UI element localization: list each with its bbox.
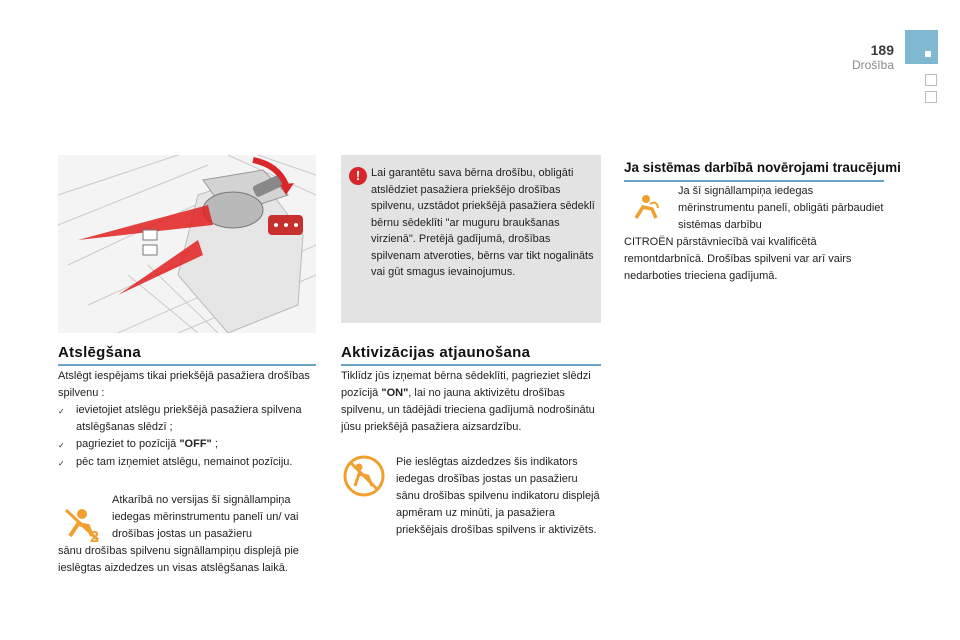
- heading-rule: [624, 180, 884, 182]
- chapter-tab-box: [925, 74, 937, 86]
- unlock-intro: Atslēgt iespējams tikai priekšējā pasažiera drošības spilvenu :: [58, 370, 310, 399]
- svg-text:2: 2: [90, 529, 99, 544]
- list-item: [58, 454, 316, 472]
- note-malfunction-cont: CITROËN pārstāvniecībā vai kvalificētā remontdarbnīcā. Drošības spilveni var arī vairs nedarboties trieciena gadījumā.: [624, 236, 852, 282]
- bullet-icon: ✓: [58, 407, 65, 416]
- dashboard-key-illustration: [58, 155, 316, 333]
- note-airbag-off-cont: sānu drošības spilvenu signāllampiņu displejā pie ieslēgtas aizdedzes un visas atslēgšanas laikā.: [58, 545, 299, 574]
- note-airbag-off: Atkarībā no versijas šī signāllampiņa iedegas mērinstrumentu panelī un/ vai drošības jostas un pasažieru: [112, 494, 299, 540]
- on-position: "ON": [381, 387, 409, 399]
- heading-reactivation: Aktivizācijas atjaunošana: [341, 344, 531, 361]
- bullet-icon: ✓: [58, 441, 65, 450]
- heading-rule: [58, 364, 316, 366]
- list-item: ✓ pagrieziet to pozīcijā "OFF" ;: [58, 436, 316, 454]
- airbag-on-icon: [342, 454, 386, 503]
- heading-rule: [341, 364, 601, 366]
- step-text: ievietojiet atslēgu priekšējā pasažiera spilvena atslēgšanas slēdzī ;: [76, 404, 302, 433]
- off-position: "OFF": [179, 438, 212, 450]
- airbag-fault-icon: [630, 192, 662, 229]
- chapter-tab-box: [925, 91, 937, 103]
- step-text: pagrieziet to pozīcijā: [76, 438, 177, 450]
- warning-box: [341, 155, 601, 323]
- bullet-icon: ✓: [58, 459, 65, 468]
- note-airbag-on: Pie ieslēgtas aizdedzes šis indikators iedegas drošības jostas un pasažieru sānu drošības spilvenu indikatoru displejā apmēram uz minūti, ja pasažiera priekšējais drošības spilvens ir aktivizēts.: [396, 456, 600, 536]
- chapter-tab: [905, 30, 938, 64]
- warning-text: Lai garantētu sava bērna drošību, obligāti atslēdziet pasažiera priekšējo drošības spilvenu, uzstādot priekšējā pasažiera sēdeklī bērnu sēdeklīti "ar muguru braukšanas virzienā". Pretējā gadījumā, drošības spilvenam atveroties, bērns var tikt nogalināts vai gūt smagus ievainojumus.: [371, 167, 595, 278]
- heading-malfunction: Ja sistēmas darbībā novērojami traucējumi: [624, 160, 901, 175]
- note-malfunction: Ja šī signāllampiņa iedegas mērinstrumentu panelī, obligāti pārbaudiet sistēmas darbību: [678, 185, 884, 231]
- step-text: pēc tam izņemiet atslēgu, nemainot pozīciju.: [76, 456, 293, 468]
- unlock-instructions: [58, 368, 316, 472]
- page-number: 189: [870, 42, 894, 58]
- list-item: [58, 402, 316, 436]
- heading-unlocking: Atslēgšana: [58, 344, 142, 361]
- section-title: Drošība: [851, 58, 894, 72]
- reactivation-text: Tiklīdz jūs izņemat bērna sēdeklīti, pagrieziet slēdzi pozīcijā "ON", lai no jauna aktivizētu drošības spilvenu, un tādējādi trieciena gadījumā nodrošinātu jūsu priekšējā pasažiera aizsardzību.: [341, 370, 595, 433]
- exclamation-icon: !: [349, 167, 367, 185]
